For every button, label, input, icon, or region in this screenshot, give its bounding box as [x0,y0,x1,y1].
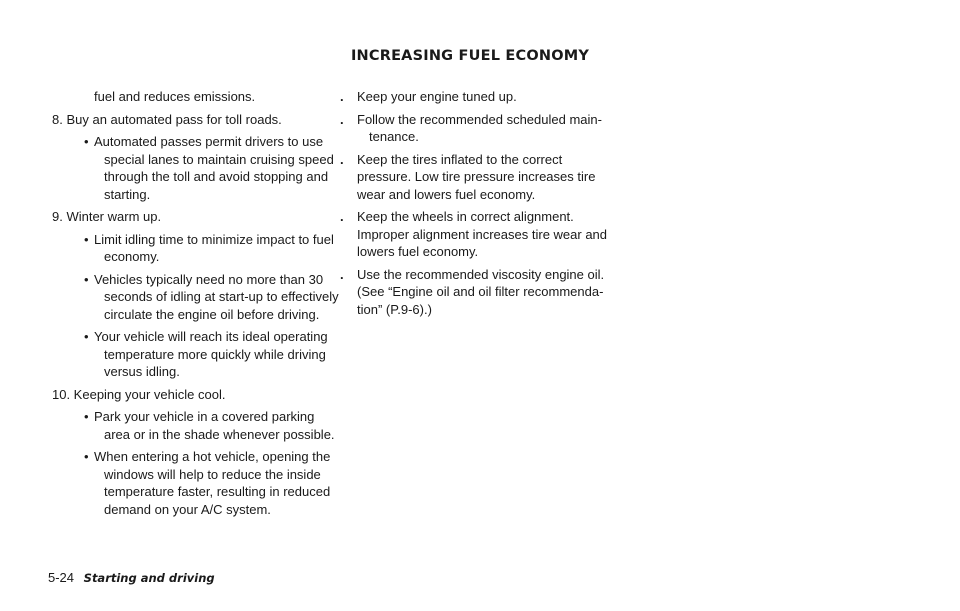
text-line: Keep the wheels in correct alignment. [357,209,574,224]
text-line: tenance. [369,129,419,144]
text-line: Limit idling time to minimize impact to fuel [94,231,334,247]
bullet-wheel-alignment [340,208,610,261]
page-number: 5-24 [48,570,75,585]
text-line: Vehicles typically need no more than 30 [94,271,324,287]
text-line: Keep your engine tuned up. [357,89,517,104]
text-line: economy. [104,249,160,264]
text-line: demand on your A/C system. [104,501,271,517]
text-line: seconds of idling at start-up to effectively [104,289,339,304]
text-line: Park your vehicle in a covered parking [94,409,315,424]
list-item-9: 9. Winter warm up. [52,209,162,224]
text-line: area or in the shade whenever possible. [104,426,335,442]
bullet-dot-icon: . [340,151,344,167]
text-line: tion” (P.9-6).) [357,301,432,317]
text-line: starting. [104,186,151,202]
list-item-8: 8. Buy an automated pass for toll roads. [52,111,282,127]
bullet-dot-icon: • [84,271,89,287]
bullet-automated-passes [52,133,334,203]
text-line: pressure. Low tire pressure increases tire [357,169,596,184]
text-line: temperature faster, resulting in reduced [104,484,331,499]
bullet-park-shade [52,408,335,443]
text-line: versus idling. [104,364,180,379]
list-item-10: 10. Keeping your vehicle cool. [52,386,226,402]
right-column [340,88,610,318]
text-line: (See “Engine oil and oil filter recommenda- [357,284,604,299]
text-line: windows will help to reduce the inside [104,466,321,482]
bullet-idling-seconds [52,271,339,324]
bullet-operating-temperature [52,328,328,381]
section-name: Starting and driving [83,571,215,585]
bullet-dot-icon: • [84,409,89,424]
bullet-dot-icon: • [84,231,89,247]
text-line: wear and lowers fuel economy. [357,186,536,202]
bullet-open-windows [52,448,331,518]
text-line: special lanes to maintain cruising speed [104,151,334,167]
text-line: Use the recommended viscosity engine oil. [357,266,605,282]
text-line: circulate the engine oil before driving. [104,306,320,322]
bullet-dot-icon: . [340,266,344,282]
text-line: lowers fuel economy. [357,244,479,259]
continued-text: fuel and reduces emissions. [94,89,256,104]
bullet-dot-icon: . [340,111,344,127]
bullet-dot-icon: • [84,329,89,344]
bullet-dot-icon: • [84,449,89,464]
bullet-scheduled-maintenance [340,111,610,146]
text-line: through the toll and avoid stopping and [104,169,329,184]
text-line: Automated passes permit drivers to use [94,134,324,149]
bullet-dot-icon: • [84,134,89,149]
bullet-engine-tuned [340,88,610,106]
bullet-limit-idling [52,231,334,266]
bullet-dot-icon: . [340,89,344,104]
text-line: When entering a hot vehicle, opening the [94,449,331,464]
bullet-dot-icon: . [340,209,344,224]
bullet-tire-pressure [340,151,610,204]
text-line: Your vehicle will reach its ideal operating [94,329,328,344]
left-column [52,88,339,518]
section-heading: INCREASING FUEL ECONOMY [350,48,590,64]
text-line: Improper alignment increases tire wear and [357,226,608,242]
text-line: Follow the recommended scheduled main- [357,111,602,127]
text-line: Keep the tires inflated to the correct [357,151,563,167]
page-footer [48,570,215,585]
bullet-engine-oil [340,266,610,319]
text-line: temperature more quickly while driving [104,346,326,362]
